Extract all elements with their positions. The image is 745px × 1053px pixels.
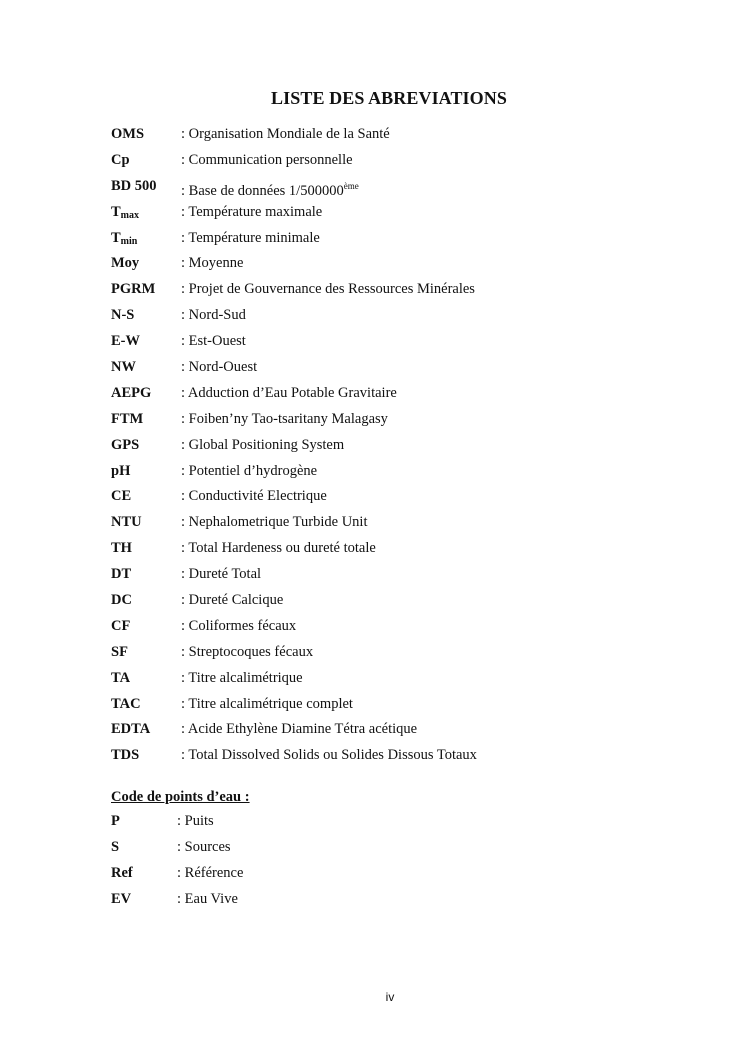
abbreviation-term [111,251,139,277]
abbreviation-definition [177,835,231,861]
abbreviation-term-text: DC [111,592,132,609]
abbreviation-definition-text: : Dureté Calcique [181,592,284,609]
abbreviation-term [111,588,132,614]
abbreviation-definition-text: : Température maximale [181,203,323,220]
abbreviation-term [111,614,130,640]
abbreviation-definition-text: : Adduction d’Eau Potable Gravitaire [181,384,397,401]
abbreviation-definition-text: : Est-Ouest [181,333,246,350]
abbreviation-term-text: NTU [111,514,142,531]
abbreviation-definition [181,200,322,226]
abbreviation-term-text: pH [111,462,131,479]
abbreviation-term [111,407,143,433]
list-item [111,614,671,640]
abbreviation-definition [181,303,246,329]
list-item [111,588,671,614]
list-item [111,887,511,913]
abbreviation-definition [181,226,320,252]
abbreviation-term [111,809,120,835]
abbreviation-term-text: S [111,838,120,855]
abbreviation-subscript: min [120,235,138,247]
abbreviation-subscript: max [120,209,140,221]
abbreviation-definition-text: : Coliformes fécaux [181,617,297,634]
abbreviation-definition [181,588,283,614]
abbreviation-definition-text: : Foiben’ny Tao-tsaritany Malagasy [181,410,388,427]
list-item [111,200,671,226]
list-item [111,433,671,459]
definition-superscript: ème [343,180,359,191]
list-item [111,303,671,329]
abbreviation-definition [181,484,327,510]
abbreviation-term [111,743,139,769]
abbreviation-term-text: TH [111,540,132,557]
abbreviation-term [111,692,141,718]
abbreviation-term-text: TDS [111,747,140,764]
abbreviation-definition-text: : Dureté Total [181,566,262,583]
abbreviation-definition-text: : Nord-Ouest [181,359,258,376]
list-item [111,835,511,861]
abbreviation-definition [181,122,390,148]
abbreviation-term-text: SF [111,643,128,660]
abbreviation-definition [181,743,477,769]
abbreviation-term [111,381,151,407]
section-title-water-point-codes: Code de points d’eau : [111,789,250,805]
abbreviation-term [111,887,131,913]
abbreviation-term [111,536,132,562]
abbreviation-term-text: GPS [111,436,140,453]
abbreviation-term [111,459,130,485]
abbreviation-definition [181,692,353,718]
list-item [111,381,671,407]
abbreviation-definition-text: : Puits [177,813,214,829]
abbreviation-definition-text: : Projet de Gouvernance des Ressources Minérales [181,281,475,298]
abbreviation-definition [177,887,238,913]
abbreviation-term [111,861,133,887]
abbreviation-definition [181,433,344,459]
abbreviation-definition [181,148,353,174]
abbreviation-definition-text: : Conductivité Electrique [181,488,327,505]
list-item [111,459,671,485]
list-item [111,510,671,536]
abbreviation-term-text: PGRM [111,281,156,298]
abbreviation-term-text: BD 500 [111,177,157,194]
list-item [111,640,671,666]
abbreviation-term-text: Cp [111,151,130,168]
abbreviation-definition [181,614,296,640]
abbreviation-term [111,640,128,666]
abbreviation-definition-text: : Global Positioning System [181,436,345,453]
abbreviation-definition-text: : Potentiel d’hydrogène [181,462,318,479]
abbreviation-term [111,148,130,174]
abbreviation-definition [181,640,313,666]
abbreviation-definition-text: : Température minimale [181,229,320,246]
list-item [111,809,511,835]
abbreviation-term-text: Ref [111,864,133,881]
abbreviation-definition [181,329,246,355]
abbreviation-term-text: EV [111,890,132,907]
list-item [111,717,671,743]
abbreviation-definition [181,459,317,485]
abbreviation-definition-text: : Streptocoques fécaux [181,643,314,660]
list-item [111,226,671,252]
abbreviation-term [111,666,130,692]
abbreviation-term [111,484,131,510]
abbreviation-term [111,562,131,588]
abbreviation-definition-text: : Base de données 1/500000 [181,182,344,199]
list-item [111,251,671,277]
abbreviation-term-text: EDTA [111,721,151,738]
list-item [111,536,671,562]
abbreviation-term [111,174,157,200]
abbreviation-definition [181,407,388,433]
list-item [111,692,671,718]
abbreviation-term [111,303,134,329]
abbreviation-term [111,329,140,355]
abbreviation-term [111,226,137,255]
abbreviation-definition-text: : Nephalometrique Turbide Unit [181,514,368,531]
abbreviation-term-text: CF [111,617,131,634]
abbreviation-definition [181,666,303,692]
list-item [111,329,671,355]
abbreviation-term [111,717,150,743]
abbreviation-term-text: AEPG [111,384,152,401]
list-item [111,861,511,887]
abbreviation-term-text: CE [111,488,132,505]
abbreviation-term [111,277,155,303]
abbreviation-definition [181,251,243,277]
abbreviation-definition [181,562,261,588]
abbreviation-term-text: TAC [111,695,141,712]
abbreviation-term-text: Moy [111,255,140,272]
abbreviation-definition-text: : Sources [177,838,231,855]
abbreviation-definition-text: : Titre alcalimétrique complet [181,695,353,712]
abbreviation-definition [177,809,214,835]
abbreviation-list [111,122,671,769]
list-item [111,122,671,148]
page-number: iv [385,990,395,1004]
abbreviation-term [111,122,144,148]
abbreviation-definition [181,510,367,536]
abbreviation-definition-text: : Organisation Mondiale de la Santé [181,126,390,142]
list-item [111,484,671,510]
list-item [111,407,671,433]
abbreviation-term-text: E-W [111,333,140,350]
abbreviation-term-text: DT [111,566,132,583]
abbreviation-definition-text: : Communication personnelle [181,151,353,168]
abbreviation-definition [181,717,417,743]
abbreviation-term [111,510,142,536]
list-item [111,174,671,200]
abbreviation-definition-text: : Total Dissolved Solids ou Solides Dissous Totaux [181,747,477,764]
abbreviation-definition-text: : Nord-Sud [181,307,246,324]
abbreviation-definition [181,277,475,303]
water-point-code-list [111,809,511,913]
abbreviation-term [111,835,119,861]
abbreviation-definition-text: : Acide Ethylène Diamine Tétra acétique [181,721,418,738]
abbreviation-term-text: FTM [111,410,144,427]
abbreviation-definition-text: : Référence [177,864,244,881]
abbreviation-term-text: T [111,203,121,220]
list-item [111,277,671,303]
abbreviation-definition-text: : Titre alcalimétrique [181,669,303,686]
abbreviation-definition-text: : Moyenne [181,255,244,272]
list-item [111,355,671,381]
abbreviation-definition [177,861,243,887]
abbreviation-term [111,433,139,459]
abbreviation-definition-text: : Total Hardeness ou dureté totale [181,540,376,557]
list-item [111,148,671,174]
abbreviation-term-text: OMS [111,126,145,142]
list-item [111,666,671,692]
list-item [111,562,671,588]
abbreviation-term-text: P [111,813,120,829]
abbreviation-definition [181,355,257,381]
abbreviation-term-text: NW [111,359,136,376]
abbreviation-definition [181,536,376,562]
abbreviation-term [111,200,139,229]
list-item [111,743,671,769]
page-title: LISTE DES ABREVIATIONS [271,88,507,108]
abbreviation-definition-text: : Eau Vive [177,890,238,907]
abbreviation-definition [181,381,397,407]
abbreviation-term [111,355,136,381]
abbreviation-term-text: TA [111,669,131,686]
abbreviation-term-text: T [111,229,121,246]
abbreviation-term-text: N-S [111,307,135,324]
